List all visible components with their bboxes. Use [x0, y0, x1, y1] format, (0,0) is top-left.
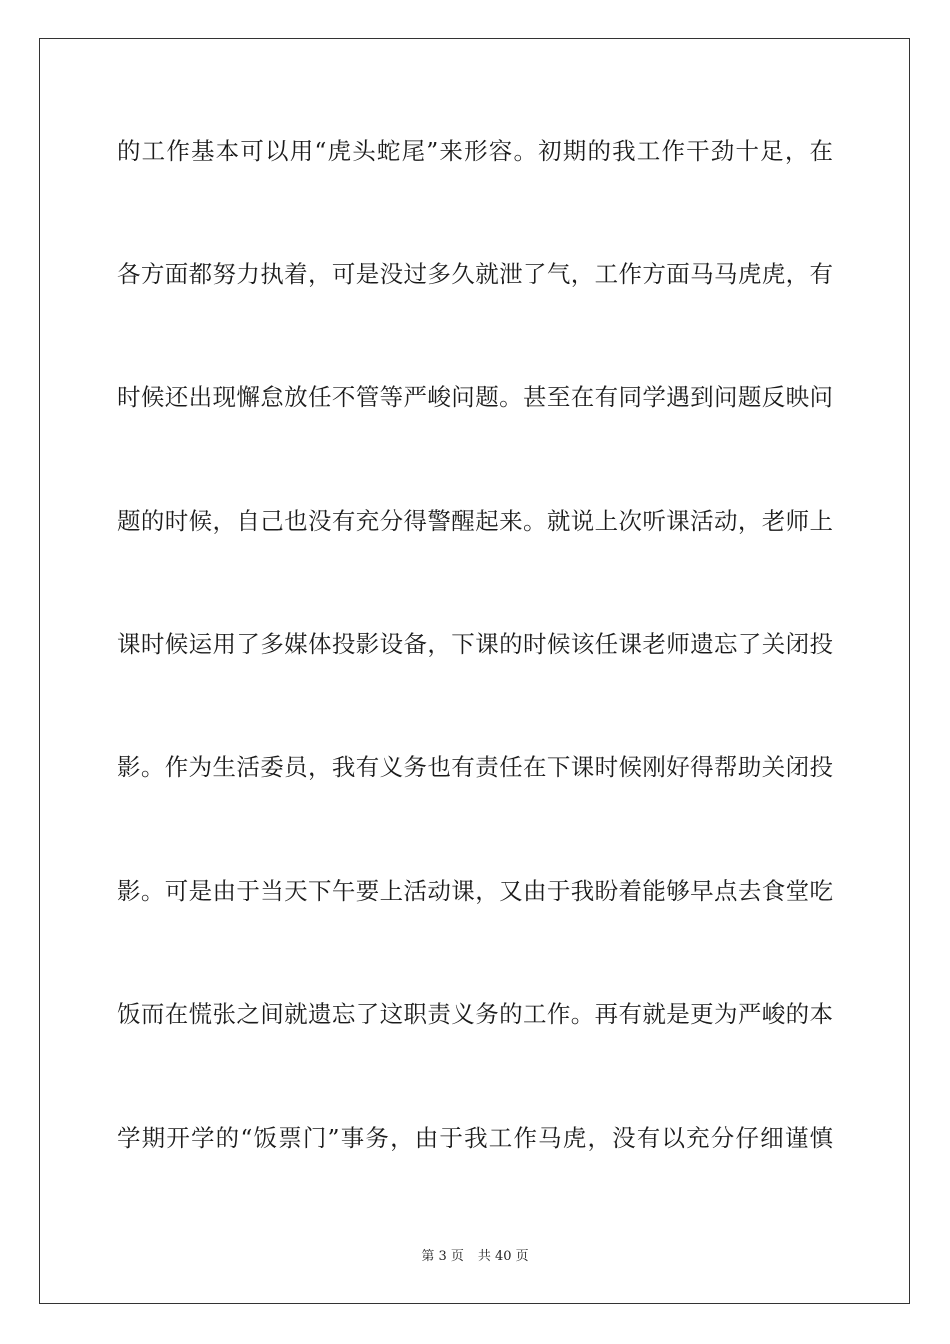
body-text-line: 课时候运用了多媒体投影设备，下课的时候该任课老师遗忘了关闭投 — [117, 630, 833, 658]
body-text-line: 各方面都努力执着，可是没过多久就泄了气，工作方面马马虎虎，有 — [117, 260, 833, 288]
body-text-line: 题的时候，自己也没有充分得警醒起来。就说上次听课活动，老师上 — [117, 507, 833, 535]
body-text-line: 的工作基本可以用“虎头蛇尾”来形容。初期的我工作干劲十足，在 — [117, 137, 833, 165]
page-border — [39, 38, 910, 1304]
body-text-line: 时候还出现懈怠放任不管等严峻问题。甚至在有同学遇到问题反映问 — [117, 383, 833, 411]
body-text-line: 影。可是由于当天下午要上活动课，又由于我盼着能够早点去食堂吃 — [117, 877, 833, 905]
page-footer — [0, 1248, 950, 1266]
body-text-line: 学期开学的“饭票门”事务，由于我工作马虎，没有以充分仔细谨慎 — [117, 1124, 833, 1152]
body-text-line: 饭而在慌张之间就遗忘了这职责义务的工作。再有就是更为严峻的本 — [117, 1000, 833, 1028]
page-number: 第 3 页 — [421, 1249, 464, 1264]
page-total: 共 40 页 — [477, 1249, 529, 1264]
body-text-line: 影。作为生活委员，我有义务也有责任在下课时候刚好得帮助关闭投 — [117, 753, 833, 781]
